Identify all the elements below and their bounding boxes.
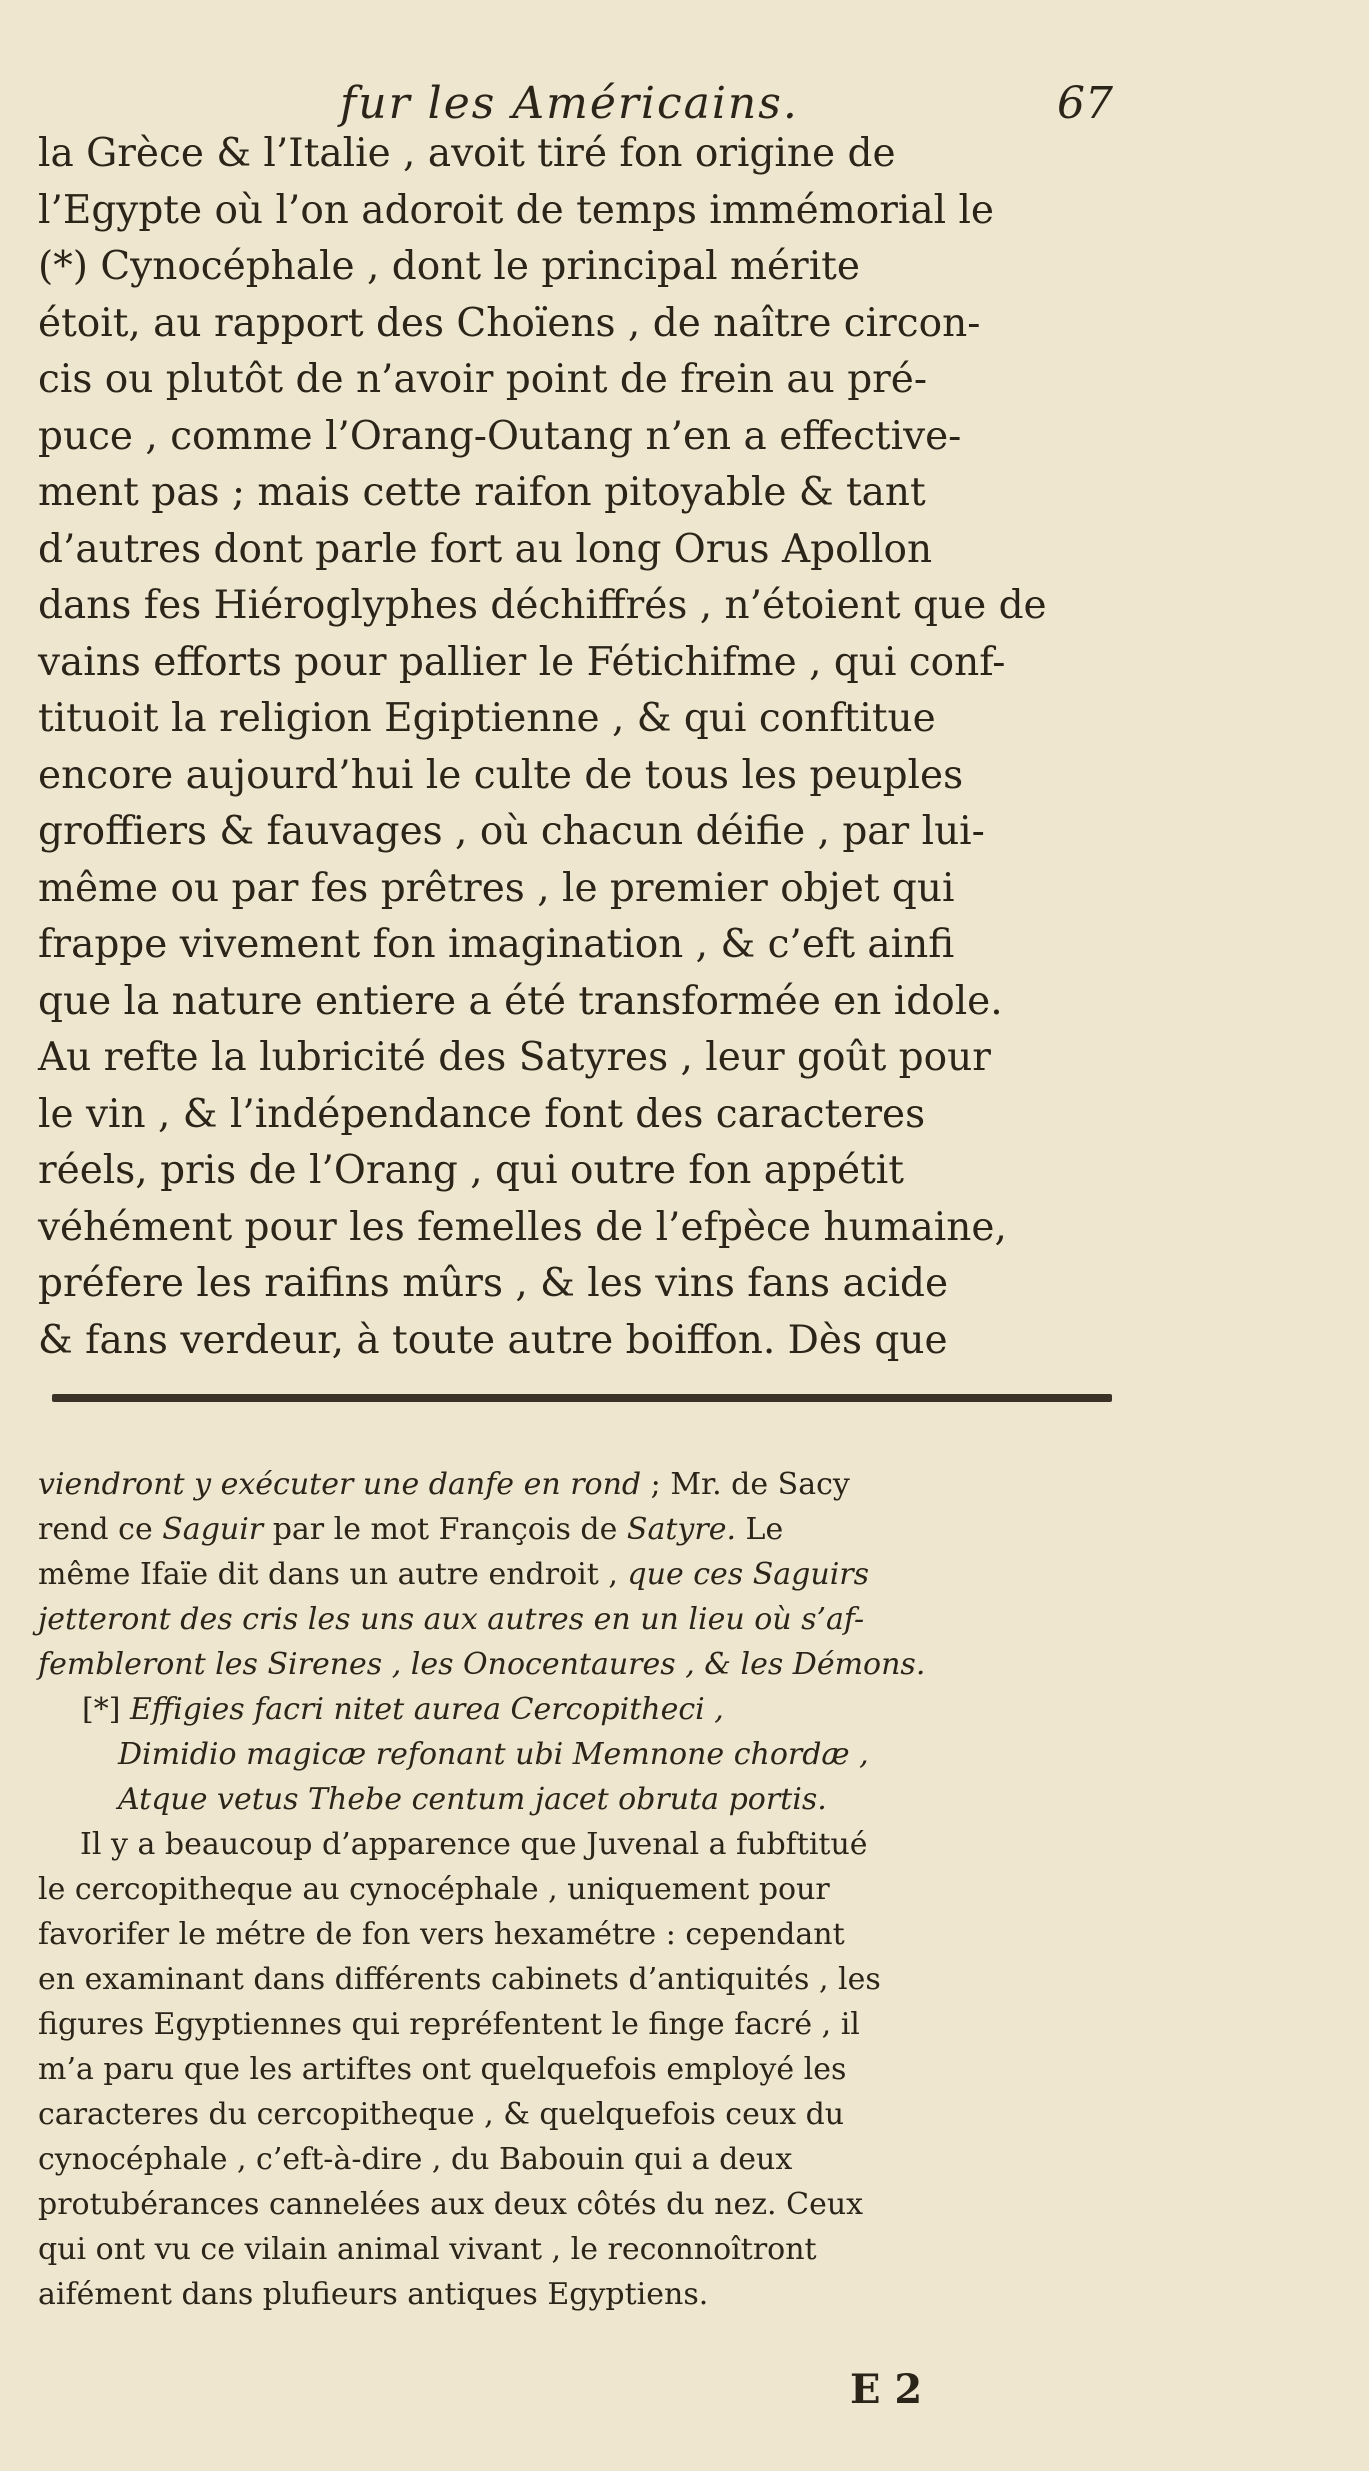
running-title: fur les Américains. bbox=[340, 78, 799, 129]
note-text: ; Mr. de Sacy bbox=[641, 1467, 850, 1502]
signature-mark: E 2 bbox=[850, 2366, 923, 2413]
text-line: la Grèce & l’Italie , avoit tiré fon origine de bbox=[38, 131, 896, 176]
page-number: 67 bbox=[1057, 78, 1113, 129]
note-text: même Ifaïe dit dans un autre endroit , bbox=[38, 1557, 628, 1592]
note-paragraph-line: m’a paru que les artiftes ont quelquefois employé les bbox=[38, 2052, 847, 2087]
verse-line: Dimidio magicæ refonant ubi Memnone chordæ , bbox=[118, 1737, 869, 1772]
note-italic: viendront y exécuter une danfe en rond bbox=[38, 1467, 642, 1502]
note-line: jetteront des cris les uns aux autres en un lieu où s’af- bbox=[38, 1602, 865, 1637]
note-text: Le bbox=[735, 1512, 784, 1547]
footnote-marker: [*] bbox=[82, 1692, 130, 1727]
text-line: dans fes Hiéroglyphes déchiffrés , n’étoient que de bbox=[38, 583, 1047, 628]
text-line: d’autres dont parle fort au long Orus Apollon bbox=[38, 526, 933, 572]
text-line: préfere les raifins mûrs , & les vins fans acide bbox=[38, 1261, 949, 1306]
text-line: & fans verdeur, à toute autre boiffon. Dès que bbox=[38, 1317, 948, 1363]
note-paragraph-line: qui ont vu ce vilain animal vivant , le reconnoîtront bbox=[38, 2232, 817, 2267]
note-line bbox=[38, 1462, 1128, 1507]
text-line: l’Egypte où l’on adoroit de temps immémorial le bbox=[38, 187, 994, 233]
note-italic: que ces Saguirs bbox=[627, 1557, 870, 1592]
verse-text: Effigies facri nitet aurea Cercopitheci , bbox=[129, 1692, 724, 1727]
note-line: fembleront les Sirenes , les Onocentaures , & les Démons. bbox=[38, 1647, 926, 1682]
text-line: le vin , & l’indépendance font des caracteres bbox=[38, 1091, 926, 1137]
text-line: frappe vivement fon imagination , & c’eft ainfi bbox=[38, 922, 955, 967]
text-line: véhément pour les femelles de l’efpèce humaine, bbox=[38, 1204, 1007, 1250]
verse-line: Atque vetus Thebe centum jacet obruta portis. bbox=[118, 1782, 827, 1817]
text-line: même ou par fes prêtres , le premier objet qui bbox=[38, 865, 955, 911]
note-line bbox=[38, 1552, 1128, 1597]
footnote-divider bbox=[52, 1394, 1112, 1402]
text-line: puce , comme l’Orang-Outang n’en a effective- bbox=[38, 413, 962, 459]
text-line: cis ou plutôt de n’avoir point de frein au pré- bbox=[38, 357, 928, 402]
text-line: que la nature entiere a été transformée en idole. bbox=[38, 978, 1003, 1024]
note-paragraph-line: cynocéphale , c’eft-à-dire , du Babouin qui a deux bbox=[38, 2142, 793, 2177]
text-line: encore aujourd’hui le culte de tous les peuples bbox=[38, 752, 964, 798]
note-italic: Satyre. bbox=[626, 1512, 736, 1547]
text-line: réels, pris de l’Orang , qui outre fon appétit bbox=[38, 1148, 904, 1193]
note-paragraph-line: le cercopitheque au cynocéphale , uniquement pour bbox=[38, 1872, 830, 1907]
text-line: étoit, au rapport des Choïens , de naître circon- bbox=[38, 300, 981, 346]
note-paragraph-line: caracteres du cercopitheque , & quelquefois ceux du bbox=[38, 2097, 845, 2132]
note-paragraph-line: Il y a beaucoup d’apparence que Juvenal a fubftitué bbox=[80, 1827, 868, 1862]
text-line: Au refte la lubricité des Satyres , leur goût pour bbox=[38, 1035, 991, 1080]
note-paragraph-line: protubérances cannelées aux deux côtés du nez. Ceux bbox=[38, 2187, 864, 2222]
text-line: tituoit la religion Egiptienne , & qui conftitue bbox=[38, 696, 936, 741]
verse-line bbox=[38, 1687, 1128, 1732]
note-paragraph-line: aifément dans plufieurs antiques Egyptiens. bbox=[38, 2277, 709, 2312]
note-paragraph-line: favorifer le métre de fon vers hexamétre : cependant bbox=[38, 1917, 845, 1952]
text-line: ment pas ; mais cette raifon pitoyable & tant bbox=[38, 470, 926, 515]
text-line: groffiers & fauvages , où chacun déifie , par lui- bbox=[38, 809, 985, 854]
footnotes bbox=[38, 1462, 1128, 2317]
note-italic: Saguir bbox=[162, 1512, 264, 1547]
note-paragraph-line: en examinant dans différents cabinets d’antiquités , les bbox=[38, 1962, 881, 1997]
note-text: rend ce bbox=[38, 1512, 163, 1547]
note-line bbox=[38, 1507, 1128, 1552]
text-line: vains efforts pour pallier le Fétichifme , qui conf- bbox=[38, 639, 1006, 685]
text-line: (*) Cynocéphale , dont le principal mérite bbox=[38, 244, 860, 289]
main-text bbox=[38, 126, 1108, 1369]
note-paragraph-line: figures Egyptiennes qui repréfentent le finge facré , il bbox=[38, 2007, 860, 2042]
note-text: par le mot François de bbox=[263, 1512, 627, 1547]
